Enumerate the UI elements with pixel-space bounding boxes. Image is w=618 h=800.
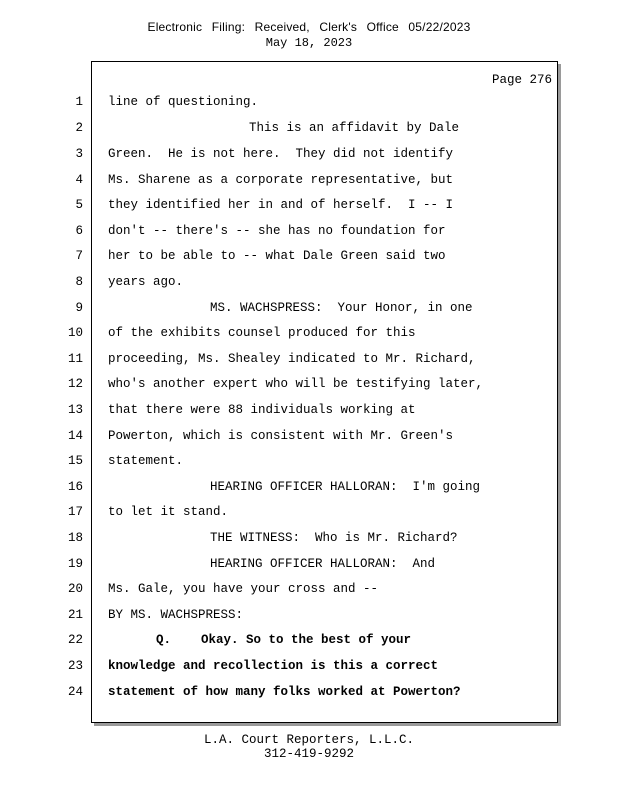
line-number: 16: [67, 480, 83, 494]
line-text: MS. WACHSPRESS: Your Honor, in one: [210, 301, 473, 315]
line-number: 18: [67, 531, 83, 545]
line-number: 23: [67, 659, 83, 673]
line-text: HEARING OFFICER HALLORAN: And: [210, 557, 436, 571]
line-number: 13: [67, 403, 83, 417]
line-number: 7: [75, 249, 83, 263]
line-number: 22: [67, 633, 83, 647]
line-number: 5: [75, 198, 83, 212]
page-number: Page 276: [491, 73, 552, 87]
line-text: that there were 88 individuals working at: [108, 403, 416, 417]
line-text: THE WITNESS: Who is Mr. Richard?: [210, 531, 458, 545]
line-number: 12: [67, 377, 83, 391]
line-text: Ms. Sharene as a corporate representative, but: [108, 173, 454, 187]
line-number: 17: [67, 505, 83, 519]
line-text: proceeding, Ms. Shealey indicated to Mr. Richard,: [108, 352, 476, 366]
line-text: This is an affidavit by Dale: [249, 121, 460, 135]
line-number: 1: [75, 95, 83, 109]
line-text: of the exhibits counsel produced for this: [108, 326, 416, 340]
line-number: 21: [67, 608, 83, 622]
line-text: line of questioning.: [108, 95, 259, 109]
line-text: to let it stand.: [108, 505, 229, 519]
line-number: 6: [75, 224, 83, 238]
line-number: 11: [67, 352, 83, 366]
line-number: 2: [75, 121, 83, 135]
line-number: 10: [67, 326, 83, 340]
line-number: 3: [75, 147, 83, 161]
line-number: 14: [67, 429, 83, 443]
hearing-date: May 18, 2023: [265, 36, 353, 50]
line-text: who's another expert who will be testifying later,: [108, 377, 484, 391]
line-number: 15: [67, 454, 83, 468]
line-number: 20: [67, 582, 83, 596]
line-text: statement of how many folks worked at Powerton?: [108, 685, 461, 699]
line-text: her to be able to -- what Dale Green said two: [108, 249, 446, 263]
court-reporter-phone: 312-419-9292: [263, 747, 354, 761]
line-text: knowledge and recollection is this a correct: [108, 659, 439, 673]
line-text: don't -- there's -- she has no foundation for: [108, 224, 446, 238]
transcript-page: [67, 61, 558, 723]
line-text: Green. He is not here. They did not identify: [108, 147, 454, 161]
line-number: 19: [67, 557, 83, 571]
line-text: HEARING OFFICER HALLORAN: I'm going: [210, 480, 481, 494]
line-number: 8: [75, 275, 83, 289]
line-text: statement.: [108, 454, 184, 468]
line-text: BY MS. WACHSPRESS:: [108, 608, 244, 622]
line-text: Ms. Gale, you have your cross and --: [108, 582, 379, 596]
line-text: Q. Okay. So to the best of your: [156, 633, 412, 647]
court-reporter-name: L.A. Court Reporters, L.L.C.: [203, 733, 415, 747]
line-text: years ago.: [108, 275, 184, 289]
line-number: 24: [67, 685, 83, 699]
line-number: 9: [75, 301, 83, 315]
line-number: 4: [75, 173, 83, 187]
line-text: they identified her in and of herself. I -- I: [108, 198, 454, 212]
filing-stamp: Electronic Filing: Received, Clerk's Office 05/22/2023: [147, 20, 471, 34]
line-text: Powerton, which is consistent with Mr. Green's: [108, 429, 454, 443]
